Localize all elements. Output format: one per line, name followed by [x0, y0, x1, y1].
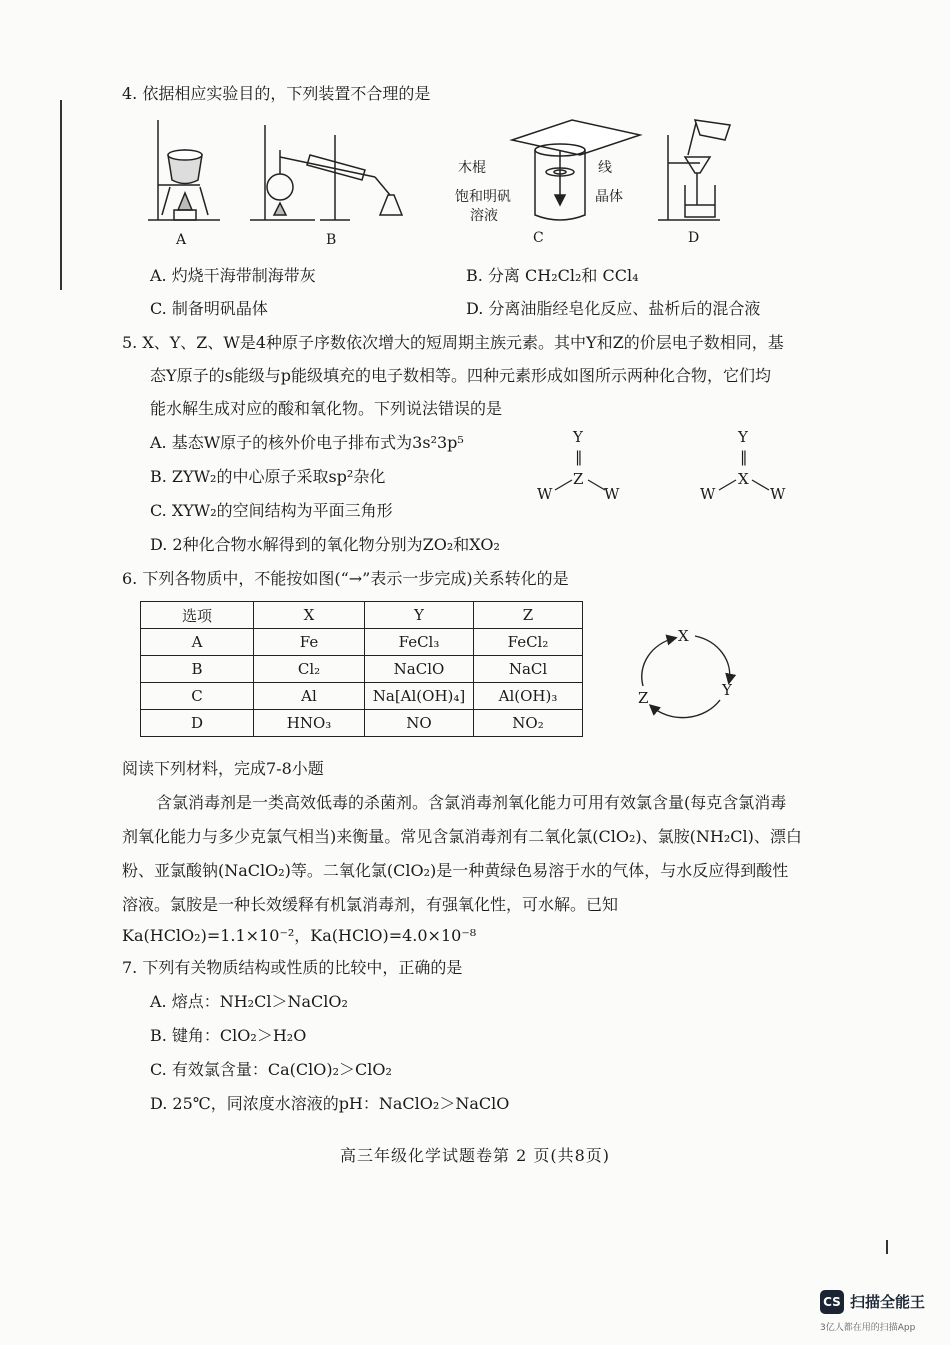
q7-option-b: B. 键角：ClO₂＞H₂O: [150, 1026, 307, 1045]
struct2-double-bond: ‖: [740, 448, 748, 466]
cycle-label-y: Y: [722, 681, 732, 699]
scanner-app-tagline: 3亿人都在用的扫描App: [820, 1323, 916, 1333]
reading-ka-line: Ka(HClO₂)=1.1×10⁻²，Ka(HClO)=4.0×10⁻⁸: [122, 926, 477, 945]
table-cell: B: [141, 656, 254, 683]
apparatus-d: [658, 120, 730, 220]
table-row: [141, 710, 583, 737]
q4-option-b: B. 分离 CH₂Cl₂和 CCl₄: [466, 266, 639, 285]
q4-option-c: C. 制备明矾晶体: [150, 299, 268, 318]
annotation-crystal: 晶体: [595, 189, 623, 205]
annotation-thread: 线: [598, 160, 612, 176]
cycle-label-z: Z: [638, 689, 649, 707]
arrow-z-to-x: [642, 638, 675, 686]
figure-label-b: B: [326, 232, 337, 248]
q5-option-d: D. 2种化合物水解得到的氧化物分别为ZO₂和XO₂: [150, 535, 500, 554]
q4-option-a: A. 灼烧干海带制海带灰: [150, 266, 316, 285]
scanner-app-name: 扫描全能王: [850, 1293, 926, 1311]
apparatus-a: [148, 120, 220, 220]
struct2-top: Y: [738, 428, 748, 446]
struct1-left: W: [537, 485, 553, 503]
table-cell: Fe: [254, 629, 365, 656]
margin-line: [60, 100, 62, 290]
table-cell: FeCl₂: [474, 629, 583, 656]
figure-label-a: A: [176, 232, 187, 248]
table-cell: NaClO: [365, 656, 474, 683]
arrow-x-to-y: [695, 636, 730, 682]
q7-option-d: D. 25℃，同浓度水溶液的pH：NaClO₂＞NaClO: [150, 1094, 510, 1113]
table-cell: C: [141, 683, 254, 710]
q5-stem-line-1: 5. X、Y、Z、W是4种原子序数依次增大的短周期主族元素。其中Y和Z的价层电子数相同，基: [122, 333, 784, 352]
cycle-label-x: X: [678, 627, 689, 645]
struct2-right: W: [770, 485, 786, 503]
annotation-solution-2: 溶液: [470, 208, 498, 224]
annotation-solution-1: 饱和明矾: [455, 189, 511, 205]
annotation-stick: 木棍: [458, 160, 486, 176]
q6-cycle-diagram: [625, 620, 765, 730]
table-cell: D: [141, 710, 254, 737]
q4-stem: 4. 依据相应实验目的，下列装置不合理的是: [122, 84, 431, 103]
q7-option-c: C. 有效氯含量：Ca(ClO)₂＞ClO₂: [150, 1060, 392, 1079]
table-cell: Al: [254, 683, 365, 710]
table-cell: NO₂: [474, 710, 583, 737]
table-header-cell: Y: [365, 602, 474, 629]
scanner-logo-icon: CS: [820, 1290, 844, 1314]
q5-stem-line-2: 态Y原子的s能级与p能级填充的电子数相等。四种元素形成如图所示两种化合物，它们均: [150, 366, 772, 385]
reading-intro: 阅读下列材料，完成7-8小题: [122, 759, 324, 778]
figure-label-d: D: [688, 230, 700, 246]
page-footer: 高三年级化学试题卷第 2 页(共8页): [339, 1146, 611, 1165]
table-cell: Na[Al(OH)₄]: [365, 683, 474, 710]
table-row: [141, 656, 583, 683]
table-header-cell: Z: [474, 602, 583, 629]
table-header-cell: 选项: [141, 602, 254, 629]
table-cell: Cl₂: [254, 656, 365, 683]
q6-stem: 6. 下列各物质中，不能按如图(“→”表示一步完成)关系转化的是: [122, 569, 569, 588]
struct1-top: Y: [573, 428, 583, 446]
table-cell: NO: [365, 710, 474, 737]
struct2-center: X: [738, 470, 749, 488]
struct2-bonds: [704, 470, 784, 495]
q5-option-c: C. XYW₂的空间结构为平面三角形: [150, 501, 393, 520]
struct1-double-bond: ‖: [575, 448, 583, 466]
q5-option-a: A. 基态W原子的核外价电子排布式为3s²3p⁵: [150, 433, 464, 452]
struct1-bonds: [540, 470, 620, 495]
q7-stem: 7. 下列有关物质结构或性质的比较中，正确的是: [122, 958, 463, 977]
corner-mark: [886, 1240, 888, 1254]
reading-passage: 含氯消毒剂是一类高效低毒的杀菌剂。含氯消毒剂氧化能力可用有效氯含量(每克含氯消毒剂氧化能力与多少克氯气相当)来衡量。常见含氯消毒剂有二氧化氯(ClO₂)、氯胺(NH₂Cl)、漂白粉、亚氯酸钠(NaClO₂)等。二氧化氯(ClO₂)是一种黄绿色易溶于水的气体，与水反应得到酸性溶液。氯胺是一种长效缓释有机氯消毒剂，有强氧化性，可水解。已知: [122, 793, 802, 914]
q7-option-a: A. 熔点：NH₂Cl＞NaClO₂: [150, 992, 348, 1011]
struct2-left: W: [700, 485, 716, 503]
q6-options-table: [140, 601, 583, 737]
q5-stem-line-3: 能水解生成对应的酸和氧化物。下列说法错误的是: [150, 399, 503, 418]
table-cell: FeCl₃: [365, 629, 474, 656]
q4-apparatus-figure: [140, 115, 780, 255]
table-cell: NaCl: [474, 656, 583, 683]
table-cell: A: [141, 629, 254, 656]
struct1-center: Z: [573, 470, 584, 488]
table-row: [141, 683, 583, 710]
q5-option-b: B. ZYW₂的中心原子采取sp²杂化: [150, 467, 386, 486]
arrow-y-to-z: [651, 700, 720, 718]
apparatus-b: [250, 125, 402, 220]
table-cell: HNO₃: [254, 710, 365, 737]
table-row: [141, 629, 583, 656]
table-header-row: [141, 602, 583, 629]
table-header-cell: X: [254, 602, 365, 629]
table-cell: Al(OH)₃: [474, 683, 583, 710]
figure-label-c: C: [533, 230, 544, 246]
struct1-right: W: [604, 485, 620, 503]
q4-option-d: D. 分离油脂经皂化反应、盐析后的混合液: [466, 299, 761, 318]
